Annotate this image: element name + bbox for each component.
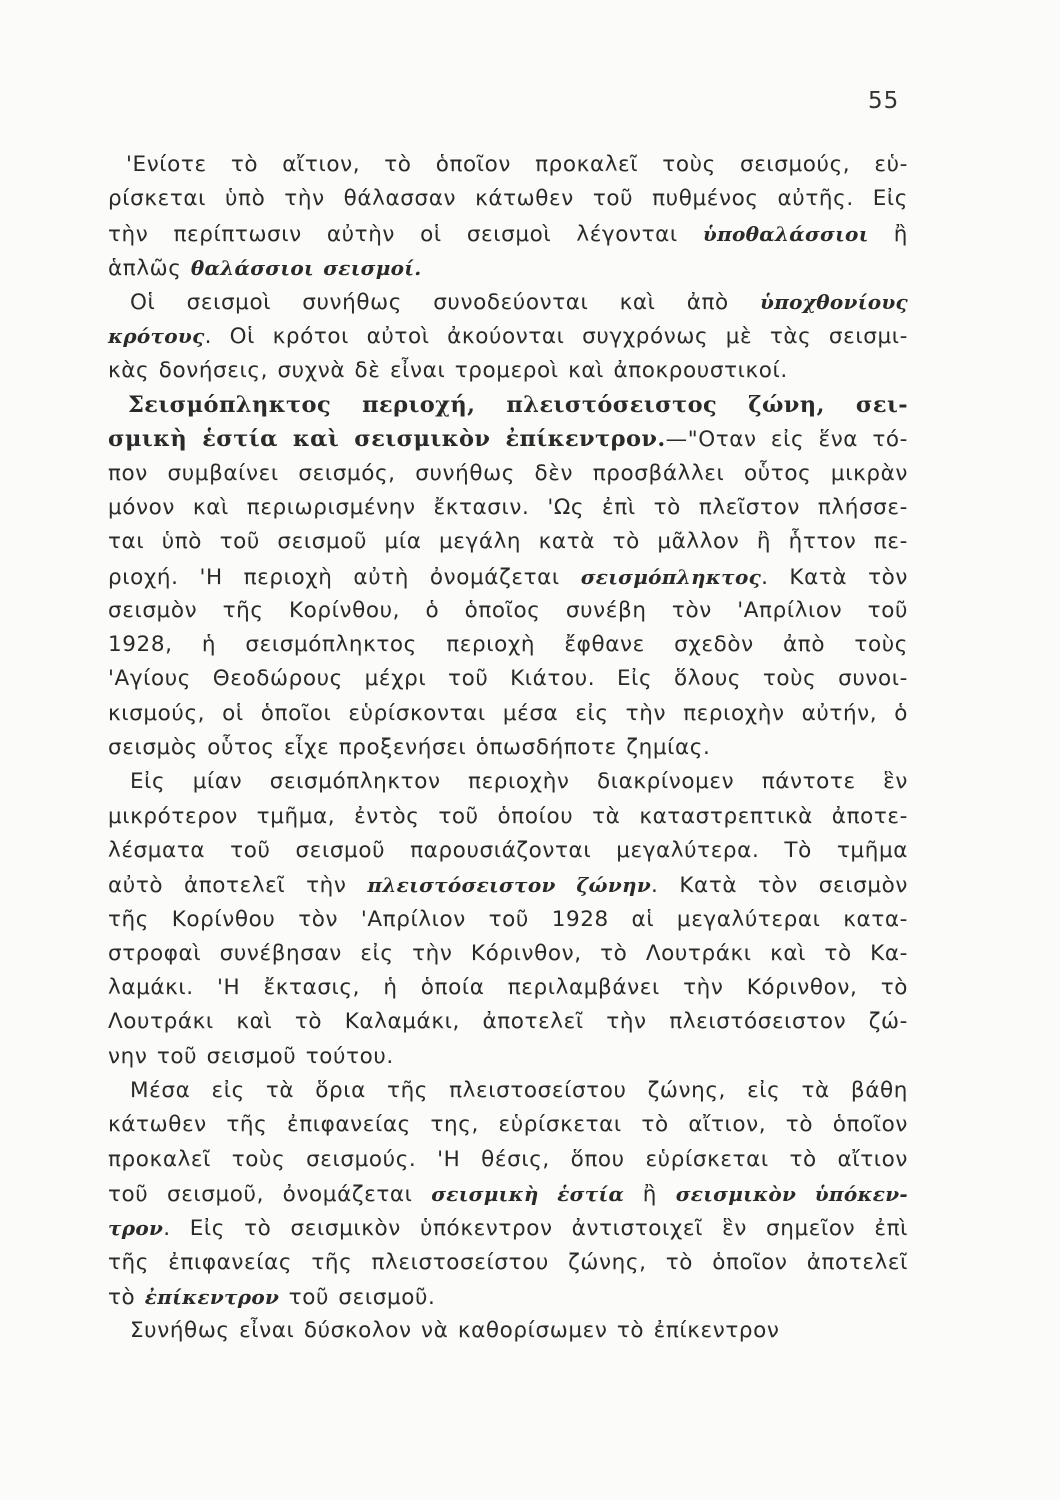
text-line xyxy=(108,1314,908,1348)
text-segment: τῆς Κορίνθου τὸν 'Απρίλιον τοῦ 1928 αἱ μεγαλύτεραι κατα- xyxy=(108,906,908,932)
text-segment: Εἰς μίαν σεισμόπληκτον περιοχὴν διακρίνομεν πάντοτε ἓν xyxy=(130,769,908,795)
emphasized-term: τρον xyxy=(108,1216,164,1241)
text-line xyxy=(108,903,908,937)
text-line xyxy=(108,422,908,456)
text-segment: . Κατὰ τὸν xyxy=(761,564,908,590)
text-line xyxy=(108,1246,908,1280)
text-line xyxy=(108,285,908,319)
emphasized-term: θαλάσσιοι σεισμοί. xyxy=(190,255,422,280)
text-line xyxy=(108,560,908,594)
emphasized-term: κρότους xyxy=(108,324,205,349)
text-line xyxy=(108,1040,908,1074)
emphasized-term: σεισμικὴ ἑστία xyxy=(431,1181,625,1206)
text-segment: τὴν περίπτωσιν αὐτὴν οἱ σεισμοὶ λέγονται xyxy=(108,221,703,247)
text-segment: —"Οταν εἰς ἕνα τό- xyxy=(665,427,908,453)
emphasized-term: σεισμόπληκτος xyxy=(580,564,762,589)
text-segment: Οἱ σεισμοὶ συνήθως συνοδεύονται καὶ ἀπὸ xyxy=(130,290,761,316)
page-number: 55 xyxy=(868,88,900,114)
text-segment: ρίσκεται ὑπὸ τὴν θάλασσαν κάτωθεν τοῦ πυθμένος αὐτῆς. Εἰς xyxy=(108,186,908,212)
text-line xyxy=(108,457,908,491)
text-line xyxy=(108,1005,908,1039)
text-segment: τοῦ σεισμοῦ, ὀνομάζεται xyxy=(108,1181,432,1207)
emphasized-term: ὑποχθονίους xyxy=(760,290,908,315)
emphasized-term: ὑποθαλάσσιοι xyxy=(702,221,869,246)
text-segment: τὸ xyxy=(108,1284,145,1310)
text-line xyxy=(108,525,908,559)
text-segment: ται ὑπὸ τοῦ σεισμοῦ μία μεγάλη κατὰ τὸ μᾶλλον ἢ ἧττον πε- xyxy=(108,529,908,555)
text-segment: . Κατὰ τὸν σεισμὸν xyxy=(651,873,908,899)
text-line xyxy=(108,388,908,422)
text-line xyxy=(108,1280,908,1314)
text-segment: λέσματα τοῦ σεισμοῦ παρουσιάζονται μεγαλύτερα. Τὸ τμῆμα xyxy=(108,837,908,863)
text-segment: σεισμὸς οὗτος εἶχε προξενήσει ὁπωσδήποτε ζημίας. xyxy=(108,735,711,761)
text-line xyxy=(108,971,908,1005)
text-segment: σεισμὸν τῆς Κορίνθου, ὁ ὁποῖος συνέβη τὸν 'Απρίλιον τοῦ xyxy=(108,597,908,623)
text-segment: κάτωθεν τῆς ἐπιφανείας της, εὑρίσκεται τὸ αἴτιον, τὸ ὁποῖον xyxy=(108,1112,908,1138)
text-line xyxy=(108,765,908,799)
text-segment: Συνήθως εἶναι δύσκολον νὰ καθορίσωμεν τὸ ἐπίκεντρον xyxy=(130,1318,780,1344)
text-line xyxy=(108,1108,908,1142)
text-segment: λαμάκι. 'Η ἔκτασις, ἡ ὁποία περιλαμβάνει τὴν Κόρινθον, τὸ xyxy=(108,975,908,1001)
text-line xyxy=(108,1177,908,1211)
text-segment: κὰς δονήσεις, συχνὰ δὲ εἶναι τρομεροὶ καὶ ἀποκρουστικοί. xyxy=(108,357,788,383)
text-segment: μόνον καὶ περιωρισμένην ἔκτασιν. 'Ως ἐπὶ τὸ πλεῖστον πλήσσε- xyxy=(108,494,908,520)
text-segment: . Οἱ κρότοι αὐτοὶ ἀκούονται συγχρόνως μὲ τὰς σεισμι- xyxy=(204,324,908,350)
text-segment: προκαλεῖ τοὺς σεισμούς. 'Η θέσις, ὅπου εὑρίσκεται τὸ αἴτιον xyxy=(108,1146,908,1172)
section-heading-text: σμικὴ ἑστία καὶ σεισμικὸν ἐπίκεντρον. xyxy=(108,426,666,453)
text-segment: κισμούς, οἱ ὁποῖοι εὑρίσκονται μέσα εἰς τὴν περιοχὴν αὐτήν, ὁ xyxy=(108,700,908,726)
text-line xyxy=(108,148,908,182)
text-segment: ἢ xyxy=(624,1181,676,1207)
text-line xyxy=(108,1211,908,1245)
text-segment: Λουτράκι καὶ τὸ Καλαμάκι, ἀποτελεῖ τὴν πλειστόσειστον ζώ- xyxy=(108,1009,908,1035)
text-line xyxy=(108,1074,908,1108)
text-segment: μικρότερον τμῆμα, ἐντὸς τοῦ ὁποίου τὰ καταστρεπτικὰ ἀποτε- xyxy=(108,803,908,829)
text-line xyxy=(108,354,908,388)
text-segment: 'Αγίους Θεοδώρους μέχρι τοῦ Κιάτου. Εἰς ὅλους τοὺς συνοι- xyxy=(108,666,908,692)
text-segment: ἢ xyxy=(868,221,908,247)
text-line xyxy=(108,182,908,216)
text-line xyxy=(108,1143,908,1177)
emphasized-term: σεισμικὸν ὑπόκεν- xyxy=(675,1181,908,1206)
text-line xyxy=(108,697,908,731)
text-line xyxy=(108,937,908,971)
text-segment: νην τοῦ σεισμοῦ τούτου. xyxy=(108,1043,394,1069)
text-segment: στροφαὶ συνέβησαν εἰς τὴν Κόρινθον, τὸ Λουτράκι καὶ τὸ Κα- xyxy=(108,940,908,966)
text-segment: πον συμβαίνει σεισμός, συνήθως δὲν προσβάλλει οὗτος μικρὰν xyxy=(108,460,908,486)
text-segment: . Εἰς τὸ σεισμικὸν ὑπόκεντρον ἀντιστοιχεῖ ἓν σημεῖον ἐπὶ xyxy=(163,1216,908,1242)
text-line xyxy=(108,491,908,525)
text-segment: Μέσα εἰς τὰ ὅρια τῆς πλειστοσείστου ζώνης, εἰς τὰ βάθη xyxy=(130,1078,908,1104)
section-heading-text: Σεισμόπληκτος περιοχή, πλειστόσειστος ζώνη, σει- xyxy=(128,392,908,419)
emphasized-term: πλειστόσειστον ζώνην xyxy=(367,873,652,898)
text-line xyxy=(108,834,908,868)
text-segment: 1928, ἡ σεισμόπληκτος περιοχὴ ἔφθανε σχεδὸν ἀπὸ τοὺς xyxy=(108,632,908,658)
text-line xyxy=(108,217,908,251)
body-text xyxy=(108,148,908,1348)
text-segment: τοῦ σεισμοῦ. xyxy=(279,1284,436,1310)
text-segment: αὐτὸ ἀποτελεῖ τὴν xyxy=(108,873,368,899)
text-segment: ἁπλῶς xyxy=(108,255,191,281)
text-line xyxy=(108,319,908,353)
text-segment: 'Ενίοτε τὸ αἴτιον, τὸ ὁποῖον προκαλεῖ τοὺς σεισμούς, εὑ- xyxy=(126,152,908,177)
text-line xyxy=(108,868,908,902)
text-line xyxy=(108,662,908,696)
text-line xyxy=(108,628,908,662)
text-line xyxy=(108,731,908,765)
text-line xyxy=(108,251,908,285)
text-segment: ριοχή. 'Η περιοχὴ αὐτὴ ὀνομάζεται xyxy=(108,564,581,590)
text-line xyxy=(108,594,908,628)
text-line xyxy=(108,800,908,834)
text-segment: τῆς ἐπιφανείας τῆς πλειστοσείστου ζώνης, τὸ ὁποῖον ἀποτελεῖ xyxy=(108,1249,908,1275)
emphasized-term: ἐπίκεντρον xyxy=(144,1284,280,1309)
